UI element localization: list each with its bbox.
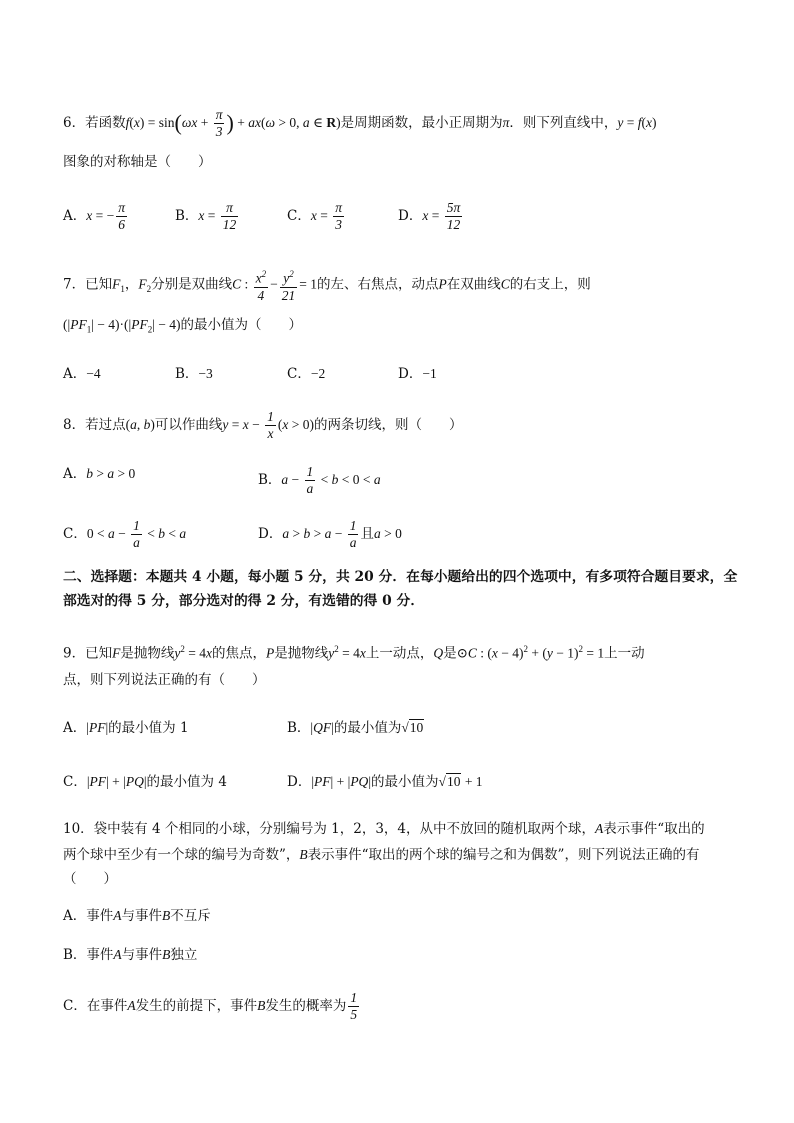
q8-option-a: A．b > a > 0 [63,466,136,482]
q8-option-c: C．0 < a − $\frac{1}{a}$ < b < a [63,518,187,550]
q9-line2: 点，则下列说法正确的有（ ） [63,672,266,688]
q9-option-c: C．|PF| + |PQ|的最小值为 4 [63,774,227,790]
q7-line1: 7．已知$F_1$，$F_2$分别是双曲线C : $\frac{x^2}{4}$ − $\frac{y^2}{21}$ = 1的左、右焦点，动点P在双曲线C的右支上，则 [63,266,591,304]
q8-line1: 8．若过点(a, b)可以作曲线y = x − $\frac{1}{x}$ (x > 0)的两条切线，则（ ） [63,409,463,441]
q6-text-a: 6．若函数 [63,115,126,131]
q6-option-d: D．x = $\frac{5\pi}{12}$ [398,200,461,232]
q7-option-a: A．−4 [63,366,101,382]
q10-line2: 两个球中至少有一个球的编号为奇数”，B表示事件“取出的两个球的编号之和为偶数”，则下列说法正确的有 [63,847,700,863]
q6-fraction-pi-3: $\frac{\pi}{3}$ [215,107,223,139]
q6-text-b: 是周期函数，最小正周期为 [340,115,503,131]
q6-text-c: ．则下列直线中， [509,115,618,131]
q7-option-b: B．−3 [175,366,213,382]
q8-option-d: D．a > b > a − $\frac{1}{a}$ 且a > 0 [258,518,402,550]
q9-option-b: B．|QF|的最小值为√10 [287,720,424,736]
q9-option-a: A．|PF|的最小值为 1 [63,720,189,736]
q6-option-a: A．x = − $\frac{\pi}{6}$ [63,200,125,232]
q10-option-c: C．在事件A发生的前提下，事件B发生的概率为 $\frac{1}{5}$ [63,990,358,1022]
q10-line3: （ ） [63,871,117,887]
q8-option-b: B．a − $\frac{1}{a}$ < b < 0 < a [258,464,381,496]
q9-line1: 9．已知F是抛物线$y^2 = 4x$的焦点，P是抛物线$y^2 = 4x$上一动点，Q是⊙C : $(x - 4)^2 + (y - 1)^2 = 1$上一动 [63,644,645,662]
section-2-heading: 二、选择题：本题共 4 小题，每小题 5 分，共 20 分．在每小题给出的四个选项中，有多项符合题目要求，全部选对的得 5 分，部分选对的得 2 分，有选错的得 0 分． [63,569,738,609]
q6-option-c: C．x = $\frac{\pi}{3}$ [287,200,342,232]
q9-option-d: D．|PF| + |PQ|的最小值为√10 + 1 [287,774,483,790]
q10-option-a: A．事件A与事件B不互斥 [63,908,211,924]
q7-line2: $(|PF_1| - 4)\cdot(|PF_2| - 4)$的最小值为（ ） [63,317,303,335]
q10-line1: 10．袋中装有 4 个相同的小球，分别编号为 1，2，3，4，从中不放回的随机取两个球，A表示事件“取出的 [63,821,705,837]
q7-option-c: C．−2 [287,366,326,382]
q6-line1: 6．若函数f(x) = sin(ωx + $\frac{\pi}{3}$ ) + ax(ω > 0, a ∈ R)是周期函数，最小正周期为π．则下列直线中，y = f(x) [63,107,657,139]
q7-option-d: D．−1 [398,366,437,382]
q6-line2: 图象的对称轴是（ ） [63,154,212,170]
q6-option-b: B．x = $\frac{\pi}{12}$ [175,200,237,232]
q10-option-b: B．事件A与事件B独立 [63,947,198,963]
